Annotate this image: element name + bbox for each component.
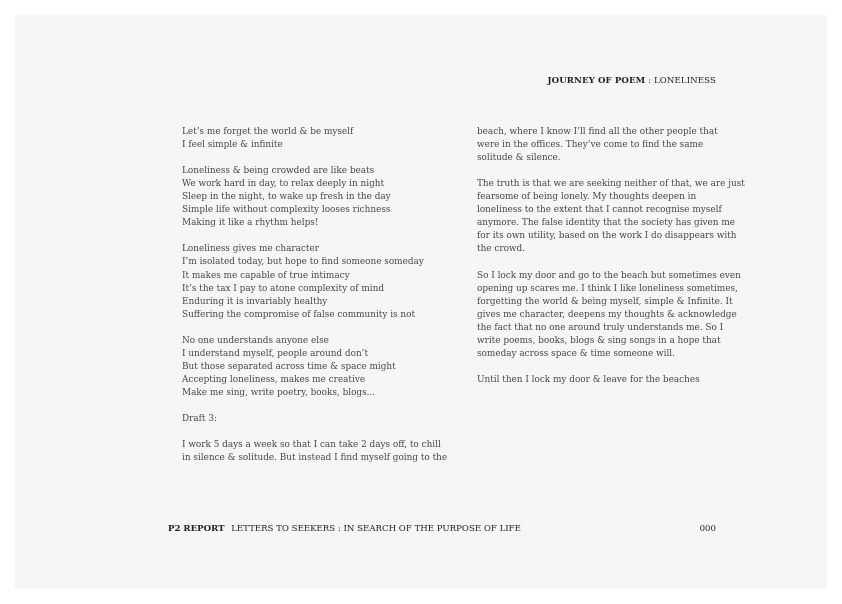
paragraph-gap <box>182 426 432 439</box>
paragraph-gap <box>182 322 432 335</box>
text-line: I work 5 days a week so that I can take 2 days off, to chill <box>182 440 441 451</box>
text-line: Accepting loneliness, makes me creative <box>182 374 366 385</box>
text-line: Enduring it is invariably healthy <box>182 296 328 307</box>
text-line: No one understands anyone else <box>182 335 329 346</box>
text-line: Make me sing, write poetry, books, blogs... <box>182 387 376 398</box>
text-line: Making it like a rhythm helps! <box>182 218 319 229</box>
text-line: Sleep in the night, to wake up fresh in the day <box>182 192 391 203</box>
text-line: Draft 3: <box>182 414 217 425</box>
text-line: I understand myself, people around don’t <box>182 348 369 359</box>
text-line: So I lock my door and go to the beach but sometimes even <box>477 270 741 281</box>
left-text-column <box>182 126 448 465</box>
text-line: Loneliness & being crowded are like beats <box>182 166 375 177</box>
text-line: gives me character, deepens my thoughts & acknowledge <box>477 309 737 320</box>
text-line: the fact that no one around truly understands me. So I <box>477 322 724 333</box>
running-header <box>547 76 716 86</box>
text-line: Simple life without complexity looses richness <box>182 205 391 216</box>
text-line: for its own utility, based on the work I do disappears with <box>477 231 737 242</box>
text-line: forgetting the world & being myself, simple & Infinite. It <box>477 296 733 307</box>
text-line: were in the offices. They’ve come to find the same <box>477 140 704 151</box>
text-line: opening up scares me. I think I like loneliness sometimes, <box>477 283 738 294</box>
running-footer <box>168 524 521 534</box>
text-line: We work hard in day, to relax deeply in night <box>182 179 385 190</box>
paragraph-gap <box>477 361 727 374</box>
header-title: JOURNEY OF POEM <box>547 76 646 86</box>
text-line: It’s the tax I pay to atone complexity of mind <box>182 283 385 294</box>
paragraph-gap <box>182 400 432 413</box>
text-line: It makes me capable of true intimacy <box>182 270 350 281</box>
footer-subtitle: LETTERS TO SEEKERS : IN SEARCH OF THE PURPOSE OF LIFE <box>231 524 521 534</box>
text-line: anymore. The false identity that the society has given me <box>477 218 736 229</box>
paragraph-gap <box>182 230 432 243</box>
text-line: solitude & silence. <box>477 153 561 164</box>
text-line: someday across space & time someone will. <box>477 348 675 359</box>
text-line: beach, where I know I’ll find all the other people that <box>477 127 718 137</box>
footer-report-label: P2 REPORT <box>168 524 225 534</box>
text-line: The truth is that we are seeking neither of that, we are just <box>477 179 745 190</box>
text-line: the crowd. <box>477 244 526 255</box>
text-line: fearsome of being lonely. My thoughts deepen in <box>477 192 697 203</box>
paragraph-gap <box>182 152 432 165</box>
right-text-column <box>477 126 745 387</box>
text-line: Let’s me forget the world & be myself <box>182 127 354 137</box>
text-line: Until then I lock my door & leave for the beaches <box>477 374 700 385</box>
text-line: loneliness to the extent that I cannot recognise myself <box>477 205 722 216</box>
paragraph-gap <box>477 165 727 178</box>
text-line: Suffering the compromise of false community is not <box>182 309 416 320</box>
paragraph-gap <box>477 256 727 269</box>
document-page <box>15 15 827 589</box>
text-line: in silence & solitude. But instead I find myself going to the <box>182 453 448 464</box>
page-number: 000 <box>699 524 716 534</box>
header-subtitle: LONELINESS <box>653 76 716 86</box>
text-line: I feel simple & infinite <box>182 140 283 151</box>
text-line: I’m isolated today, but hope to find someone someday <box>182 257 424 268</box>
text-line: write poems, books, blogs & sing songs in a hope that <box>477 335 721 346</box>
text-line: Loneliness gives me character <box>182 244 319 255</box>
text-line: But those separated across time & space might <box>182 361 396 372</box>
header-separator: : <box>645 76 654 86</box>
